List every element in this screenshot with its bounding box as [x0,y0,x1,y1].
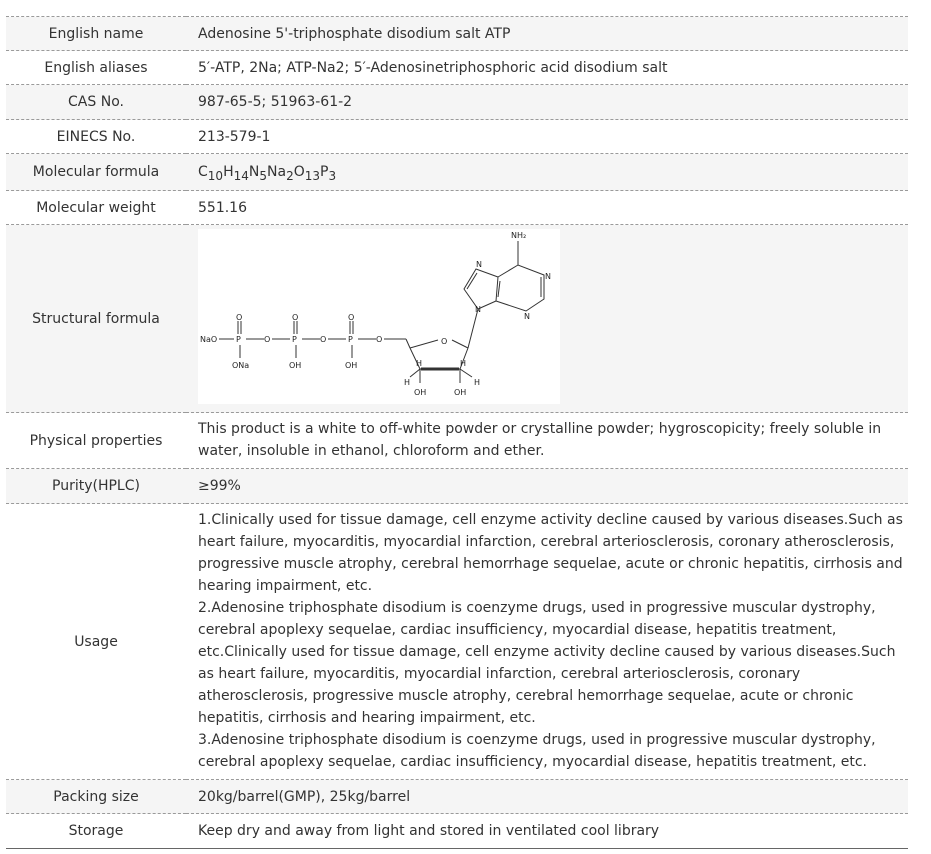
row-value: Adenosine 5'-triphosphate disodium salt ATP [186,17,908,51]
label-oh1: OH [289,361,302,370]
label-o2: O [264,335,271,344]
structure-frame [198,229,908,412]
label-o3: O [292,313,299,322]
label-oh3: OH [414,388,427,397]
label-h1: H [416,359,423,368]
formula-subscript: 14 [233,169,249,183]
molecular-formula [186,154,908,191]
formula-part: H [223,164,234,180]
label-oh4: OH [454,388,467,397]
label-ona: ONa [232,361,250,370]
label-o1: O [236,313,243,322]
row-packing-size [6,780,908,814]
formula-part: C [198,164,208,180]
usage-item: 1.Clinically used for tissue damage, cell enzyme activity decline caused by various diseases.Such as heart failure, myocarditis, myocardial infarction, cerebral arteriosclerosis, coronary atherosclerosis, progressive muscle atrophy, cerebral hemorrhage sequelae, acute or chronic hepatitis, cirrhosis and hearing impairment, etc. [198,512,903,594]
label-h3: H [404,378,411,387]
label-n7: N [476,260,482,269]
usage-item: 3.Adenosine triphosphate disodium is coenzyme drugs, used in progressive muscular dystrophy, cerebral apoplexy sequelae, cardiac insufficiency, myocardial disease, hepatitis treatment, etc. [198,732,876,770]
usage-item: 2.Adenosine triphosphate disodium is coenzyme drugs, used in progressive muscular dystrophy, cerebral apoplexy sequelae, cardiac insufficiency, myocardial disease, hepatitis treatment, etc.Clinically used for tissue damage, cell enzyme activity decline caused by various diseases.Such as heart failure, myocarditis, myocardial infarction, cerebral arteriosclerosis, coronary atherosclerosis, progressive muscle atrophy, cerebral hemorrhage sequelae, acute or chronic hepatitis, cirrhosis and hearing impairment, etc. [198,600,896,726]
formula-subscript: 13 [304,169,321,183]
formula-subscript: 10 [207,169,224,183]
row-value: 5′-ATP, 2Na; ATP-Na2; 5′-Adenosinetriphosphoric acid disodium salt [198,59,668,76]
row-value: Keep dry and away from light and stored in ventilated cool library [198,823,660,839]
label-o4: O [320,335,327,344]
product-spec-table [6,16,908,849]
row-value: ≥99% [186,469,908,504]
row-label: English name [6,17,186,51]
row-einecs-no [6,120,908,154]
row-label: Usage [74,633,118,650]
row-label: Packing size [6,780,186,814]
row-value: 213-579-1 [198,128,271,145]
formula-subscript: 3 [328,169,337,183]
row-usage [6,504,908,780]
label-h2: H [460,359,467,368]
formula-part: O [293,164,305,180]
row-cas-no [6,85,908,120]
label-ring-o: O [441,337,448,346]
label-oh2: OH [345,361,358,370]
label-nao: NaO [200,335,218,344]
row-label: Physical properties [29,432,163,449]
row-label: Structural formula [6,225,186,413]
label-h4: H [474,378,481,387]
row-label: Molecular weight [36,199,156,216]
structure-cell [186,225,908,413]
label-p1: P [236,335,241,344]
row-storage [6,814,908,849]
row-molecular-weight [6,191,908,225]
row-english-name [6,17,908,51]
row-value: This product is a white to off-white powder or crystalline powder; hygroscopicity; freely soluble in water, insoluble in ethanol, chloroform and ether. [198,421,882,459]
label-o5: O [348,313,355,322]
row-physical-properties [6,413,908,469]
row-molecular-formula [6,154,908,191]
row-structural-formula [6,225,908,413]
label-n1: N [545,272,551,281]
row-label: English aliases [44,59,148,76]
row-label: Storage [68,823,124,839]
row-label: EINECS No. [56,128,136,145]
label-nh2: NH₂ [511,231,527,240]
structural-formula-image [198,229,560,404]
row-value: 551.16 [198,199,247,216]
row-value: 987-65-5; 51963-61-2 [186,85,908,120]
label-p3: P [348,335,353,344]
label-n3: N [524,312,530,321]
row-value: 20kg/barrel(GMP), 25kg/barrel [186,780,908,814]
label-p2: P [292,335,297,344]
formula-part: N [248,164,260,180]
label-n9: N [475,305,481,314]
label-o6: O [376,335,383,344]
row-label: Purity(HPLC) [6,469,186,504]
row-purity [6,469,908,504]
row-english-aliases [6,51,908,85]
row-label: CAS No. [6,85,186,120]
formula-part: Na [267,164,287,180]
formula-subscript: 2 [286,169,294,183]
row-label: Molecular formula [6,154,186,191]
formula-subscript: 5 [259,169,267,183]
formula-part: P [320,164,329,180]
usage-text [186,504,908,780]
